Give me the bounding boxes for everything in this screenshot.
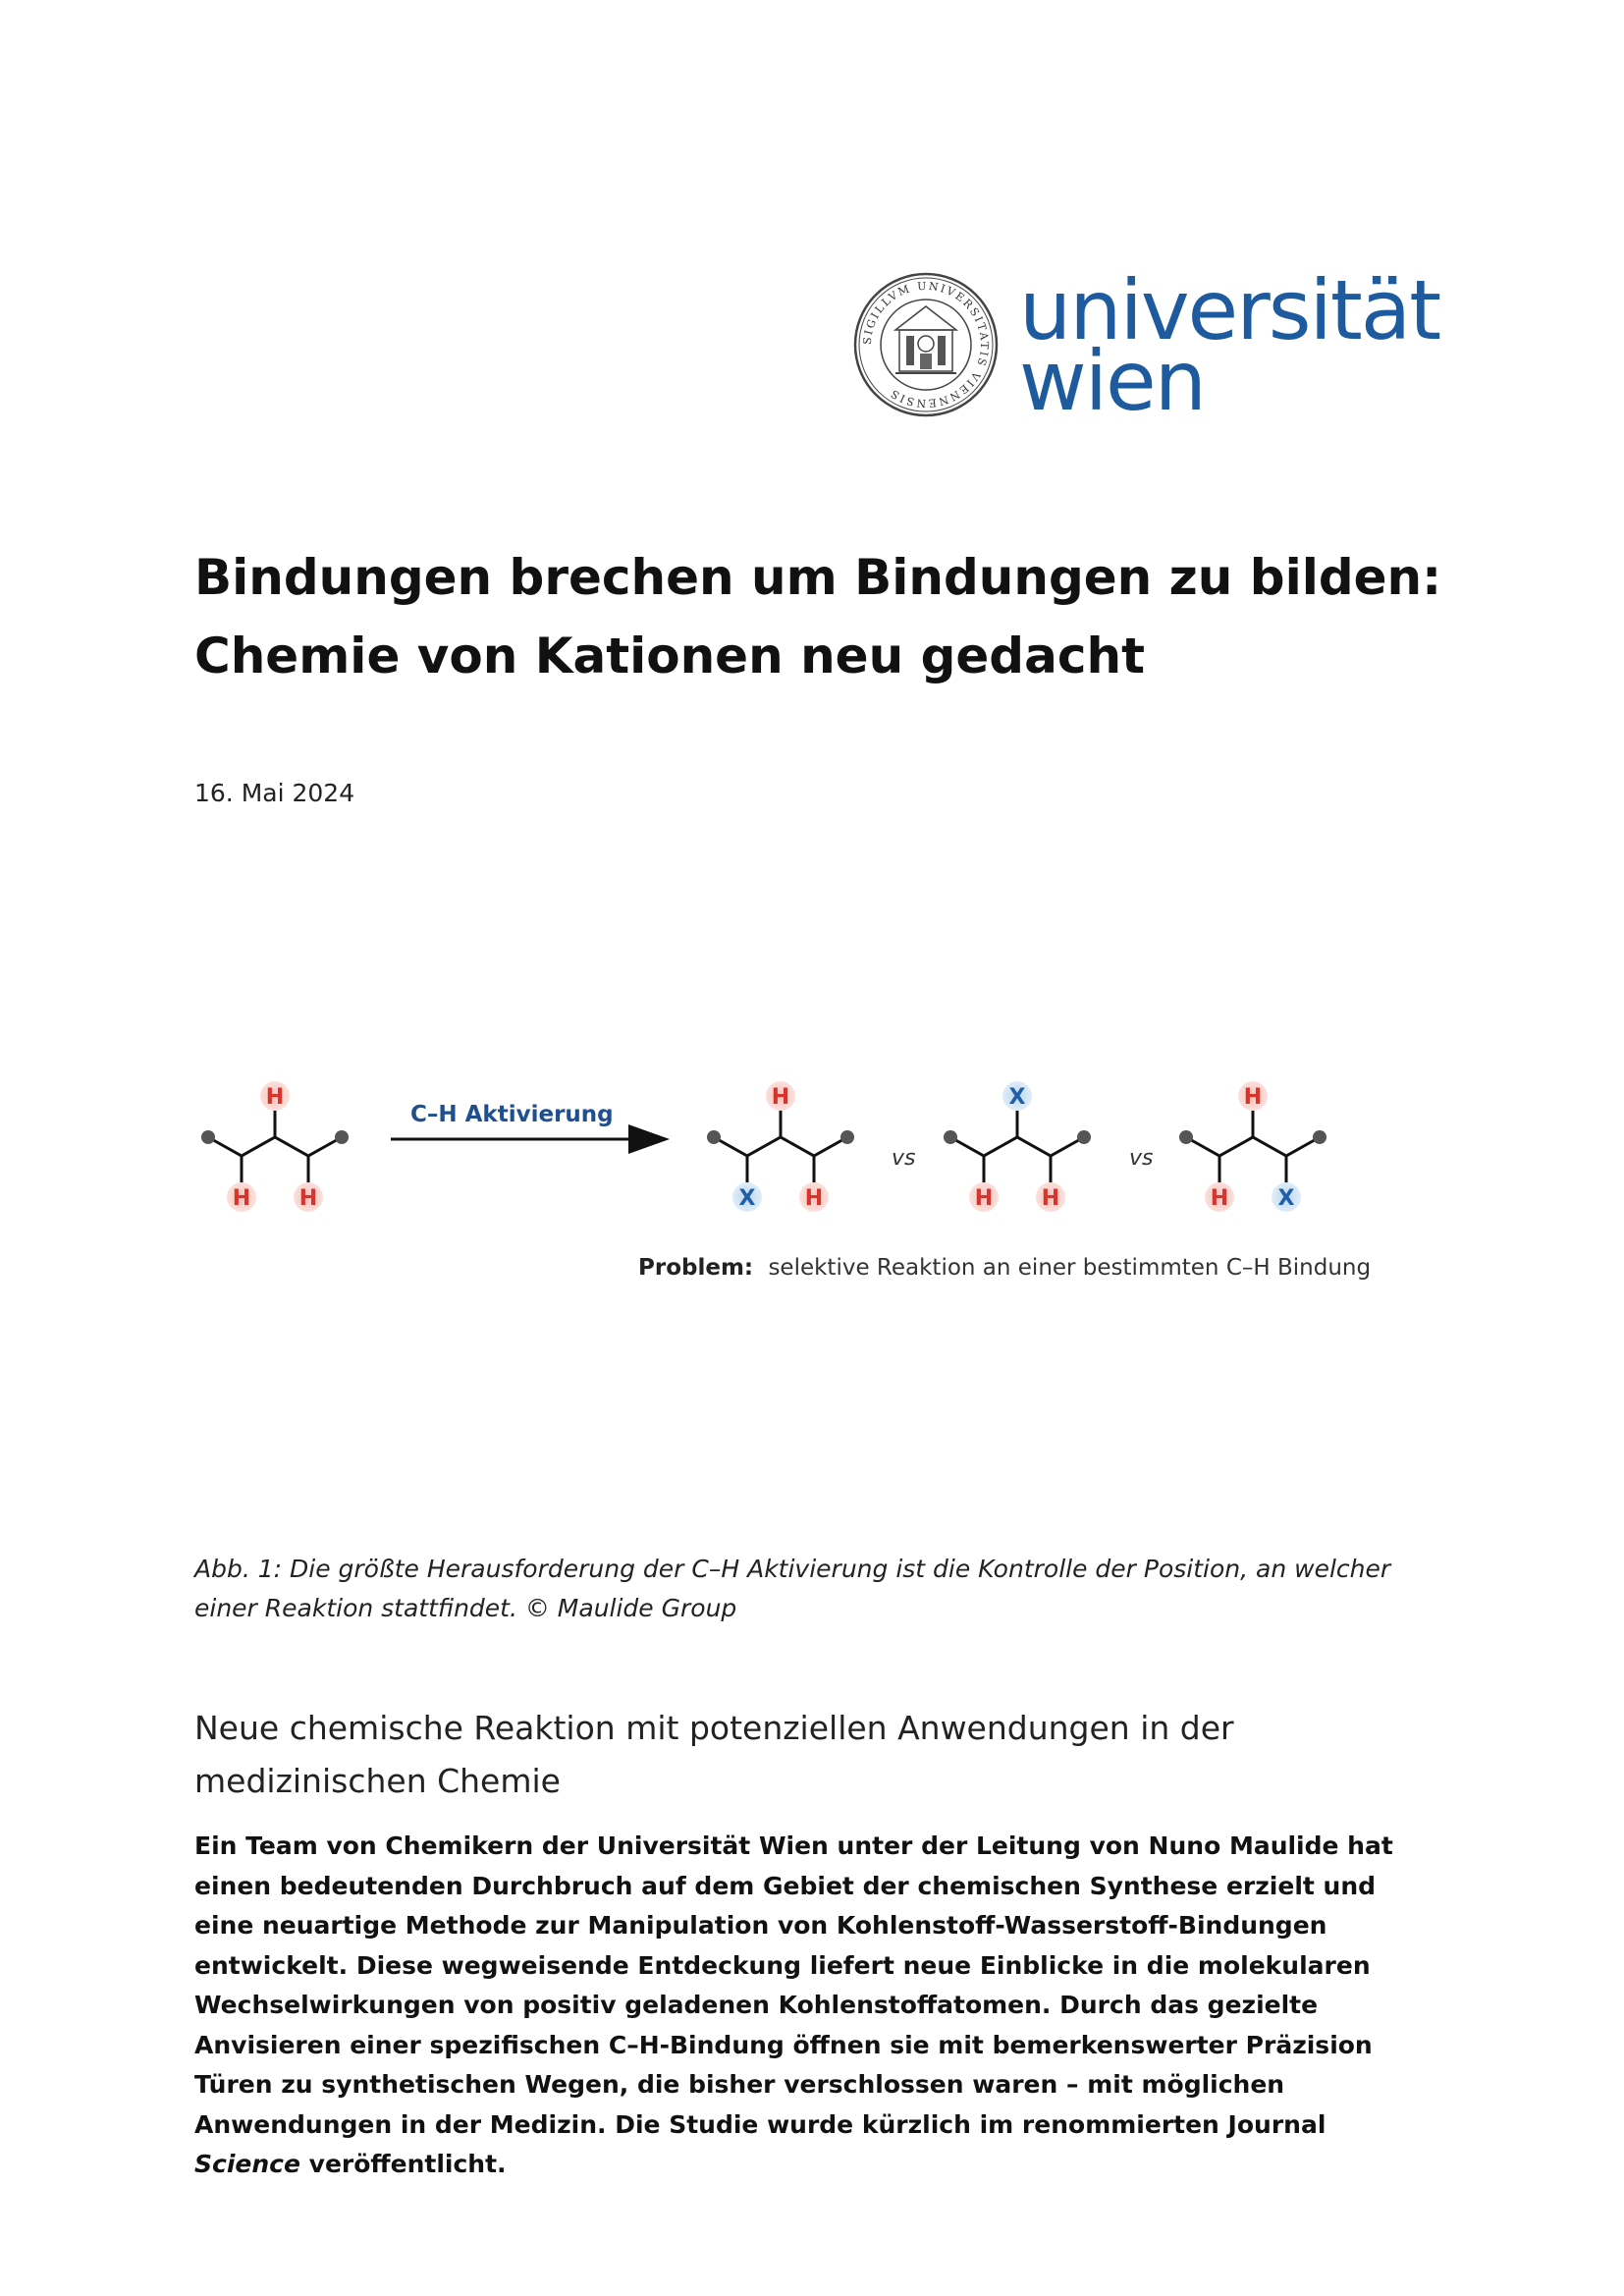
- lead-text-2: veröffentlicht.: [299, 2150, 507, 2178]
- atom-h: H: [298, 1186, 318, 1211]
- vs-label: vs: [1129, 1146, 1154, 1171]
- problem-label: Problem:: [638, 1255, 754, 1281]
- university-logo: [852, 262, 1440, 429]
- title-line-1: Bindungen brechen um Bindungen zu bilden:: [194, 549, 1442, 606]
- atom-h: H: [804, 1186, 824, 1211]
- molecule-product-2: [944, 1081, 1091, 1212]
- atom-h: H: [265, 1085, 285, 1110]
- title-line-2: Chemie von Kationen neu gedacht: [194, 628, 1145, 684]
- publication-date: 16. Mai 2024: [194, 779, 355, 807]
- page-title: [194, 538, 1471, 695]
- problem-statement: [638, 1255, 1371, 1281]
- atom-h: H: [232, 1186, 251, 1211]
- reaction-figure: [187, 1061, 1414, 1306]
- atom-h: H: [974, 1186, 994, 1211]
- atom-h: H: [1041, 1186, 1060, 1211]
- molecule-start: [201, 1081, 349, 1212]
- university-seal-icon: [852, 271, 1000, 418]
- atom-h: H: [1243, 1085, 1263, 1110]
- journal-name: Science: [194, 2150, 300, 2178]
- article-subtitle: Neue chemische Reaktion mit potenziellen Anwendungen in der medizinischen Chemie: [194, 1709, 1234, 1800]
- atom-x: X: [1277, 1186, 1295, 1211]
- wordmark-line-2: wien: [1019, 333, 1205, 429]
- wordmark-line-1: universität: [1019, 262, 1440, 358]
- wordmark: [1019, 262, 1440, 429]
- seal-text: SIGILLVM UNIVERSITATIS VIENNENSIS: [860, 279, 992, 410]
- lead-text-1: Ein Team von Chemikern der Universität Wien unter der Leitung von Nuno Maulide hat einen bedeutenden Durchbruch auf dem Gebiet der chemischen Synthese erzielt und eine neuartige Methode zur Manipulation von Kohlenstoff-Wasserstoff-Bindungen entwickelt. Diese wegweisende Entdeckung liefert neue Einblicke in die molekularen Wechselwirkungen von positiv geladenen Kohlenstoffatomen. Durch das gezielte Anvisieren einer spezifischen C–H-Bindung öffnen sie mit bemerkenswerter Präzision Türen zu synthetischen Wegen, die bisher verschlossen waren – mit möglichen Anwendungen in der Medizin. Die Studie wurde kürzlich im renommierten Journal: [194, 1831, 1393, 2139]
- vs-label: vs: [892, 1146, 916, 1171]
- lead-paragraph: [194, 1827, 1432, 2185]
- molecule-product-3: [1179, 1081, 1326, 1212]
- molecule-product-1: [707, 1081, 854, 1212]
- atom-h: H: [1210, 1186, 1229, 1211]
- figure-caption: Abb. 1: Die größte Herausforderung der C–H Aktivierung ist die Kontrolle der Position, an welcher einer Reaktion stattfindet. © Maulide Group: [194, 1555, 1391, 1622]
- problem-text: selektive Reaktion an einer bestimmten C–H Bindung: [768, 1255, 1372, 1281]
- atom-h: H: [771, 1085, 790, 1110]
- atom-x: X: [738, 1186, 756, 1211]
- atom-x: X: [1008, 1085, 1026, 1110]
- arrow-label: C–H Aktivierung: [410, 1102, 614, 1127]
